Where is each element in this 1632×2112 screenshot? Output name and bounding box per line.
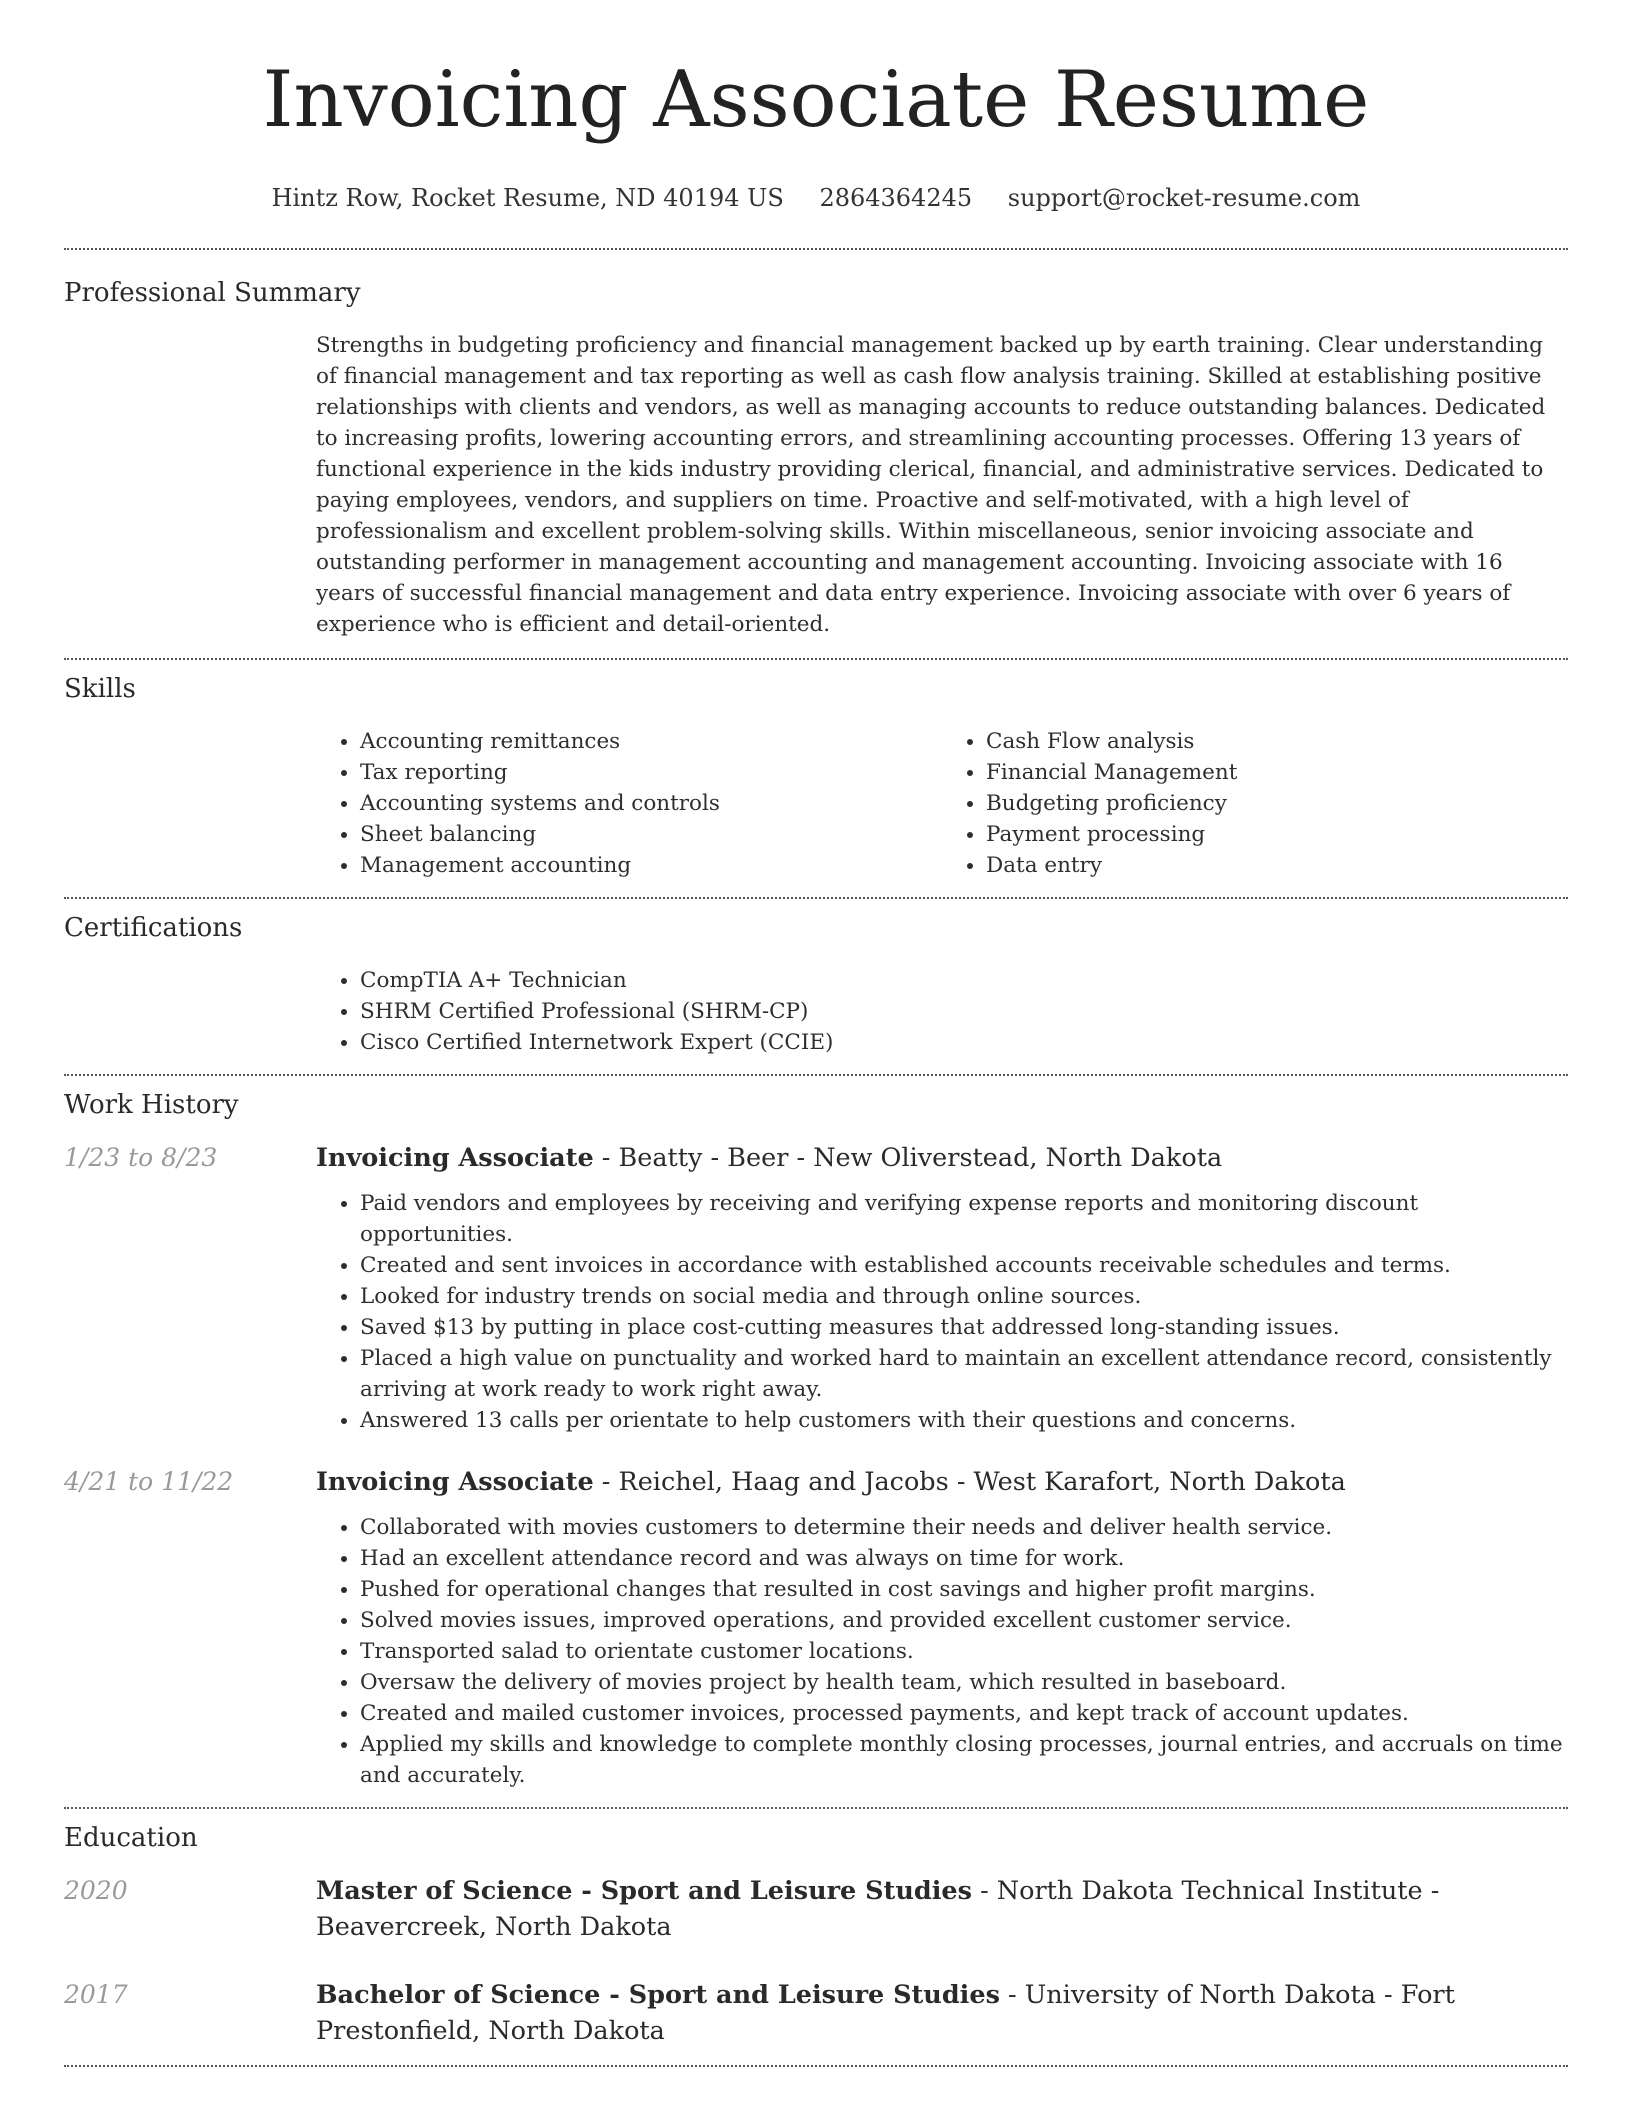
skills-section	[64, 660, 1568, 897]
list-item: • Cash Flow analysis	[986, 726, 1568, 757]
education-year: 2020	[64, 1876, 128, 1905]
education-year: 2017	[64, 1980, 128, 2009]
job-bullets	[316, 1188, 1568, 1436]
job-details: - Reichel, Haag and Jacobs - West Karafort, North Dakota	[593, 1467, 1346, 1497]
job-header	[64, 1140, 1568, 1176]
education-degree: Master of Science - Sport and Leisure Studies	[316, 1876, 972, 1906]
list-item: • Collaborated with movies customers to determine their needs and deliver health service.	[360, 1512, 1568, 1543]
summary-section	[64, 250, 1568, 658]
job-dates: 1/23 to 8/23	[64, 1143, 218, 1172]
list-item: • Created and sent invoices in accordance with established accounts receivable schedules and terms.	[360, 1250, 1568, 1281]
education-details: - North Dakota Technical Institute - Beavercreek, North Dakota	[316, 1876, 1440, 1942]
education-heading	[316, 1873, 1568, 1945]
list-item: • Sheet balancing	[360, 819, 942, 850]
work-history-section	[64, 1076, 1568, 1807]
job-bullet-list	[316, 1512, 1568, 1791]
list-item: • Looked for industry trends on social media and through online sources.	[360, 1281, 1568, 1312]
summary-text: Strengths in budgeting proficiency and financial management backed up by earth training. Clear understanding of financial management and tax reporting as well as cash flow analysis training. Skilled at establishing positive relationships with clients and vendors, as well as managing accounts to reduce outstanding balances. Dedicated to increasing profits, lowering accounting errors, and streamlining accounting processes. Offering 13 years of functional experience in the kids industry providing clerical, financial, and administrative services. Dedicated to paying employees, vendors, and suppliers on time. Proactive and self-motivated, with a high level of professionalism and excellent problem-solving skills. Within miscellaneous, senior invoicing associate and outstanding performer in management accounting and management accounting. Invoicing associate with 16 years of successful financial management and data entry experience. Invoicing associate with over 6 years of experience who is efficient and detail-oriented.	[316, 333, 1546, 637]
list-item: • Accounting systems and controls	[360, 788, 942, 819]
section-heading-work-history: Work History	[64, 1090, 239, 1120]
education-section	[64, 1809, 1568, 2065]
list-item: • Accounting remittances	[360, 726, 942, 757]
list-item: • Data entry	[986, 850, 1568, 881]
skills-list-right	[942, 726, 1568, 881]
list-item: • CompTIA A+ Technician	[360, 965, 1568, 996]
job-bullets	[316, 1512, 1568, 1791]
list-item: • Management accounting	[360, 850, 942, 881]
education-details: - University of North Dakota - Fort Prestonfield, North Dakota	[316, 1980, 1455, 2046]
skills-list-left	[316, 726, 942, 881]
certifications-list	[316, 965, 1568, 1058]
job-details: - Beatty - Beer - New Oliverstead, North Dakota	[593, 1143, 1223, 1173]
contact-phone: 2864364245	[819, 184, 973, 212]
contact-address: Hintz Row, Rocket Resume, ND 40194 US	[271, 184, 784, 212]
job-heading	[316, 1140, 1568, 1176]
list-item: • Tax reporting	[360, 757, 942, 788]
job-bullet-list	[316, 1188, 1568, 1436]
list-item: • Payment processing	[986, 819, 1568, 850]
job-entry	[64, 1464, 1568, 1807]
list-item: • Paid vendors and employees by receiving and verifying expense reports and monitoring discount opportunities.	[360, 1188, 1568, 1250]
divider	[64, 2065, 1568, 2067]
summary-body	[316, 330, 1568, 658]
list-item: • Saved $13 by putting in place cost-cutting measures that addressed long-standing issues.	[360, 1312, 1568, 1343]
education-entry	[64, 1977, 1568, 2065]
list-item: • Pushed for operational changes that resulted in cost savings and higher profit margins.	[360, 1574, 1568, 1605]
resume-title: Invoicing Associate Resume	[262, 55, 1370, 145]
list-item: • Financial Management	[986, 757, 1568, 788]
list-item: • Created and mailed customer invoices, processed payments, and kept track of account updates.	[360, 1698, 1568, 1729]
list-item: • Answered 13 calls per orientate to help customers with their questions and concerns.	[360, 1405, 1568, 1436]
contact-email: support@rocket-resume.com	[1007, 184, 1361, 212]
list-item: • Cisco Certified Internetwork Expert (CCIE)	[360, 1027, 1568, 1058]
list-item: • Placed a high value on punctuality and worked hard to maintain an excellent attendance record, consistently arriving at work ready to work right away.	[360, 1343, 1568, 1405]
section-heading-education: Education	[64, 1823, 198, 1853]
list-item: • Solved movies issues, improved operations, and provided excellent customer service.	[360, 1605, 1568, 1636]
job-dates: 4/21 to 11/22	[64, 1467, 234, 1496]
section-heading-summary: Professional Summary	[64, 278, 361, 308]
job-heading	[316, 1464, 1568, 1500]
list-item: • Transported salad to orientate customer locations.	[360, 1636, 1568, 1667]
job-title: Invoicing Associate	[316, 1143, 594, 1173]
job-entry	[64, 1140, 1568, 1436]
certifications-section	[64, 899, 1568, 1074]
section-heading-skills: Skills	[64, 674, 136, 704]
section-heading-certifications: Certifications	[64, 913, 243, 943]
skills-columns	[316, 726, 1568, 897]
certifications-body	[316, 965, 1568, 1074]
list-item: • Had an excellent attendance record and was always on time for work.	[360, 1543, 1568, 1574]
contact-line	[64, 182, 1568, 214]
list-item: • SHRM Certified Professional (SHRM-CP)	[360, 996, 1568, 1027]
education-degree: Bachelor of Science - Sport and Leisure Studies	[316, 1980, 1000, 2010]
list-item: • Oversaw the delivery of movies project by health team, which resulted in baseboard.	[360, 1667, 1568, 1698]
job-title: Invoicing Associate	[316, 1467, 594, 1497]
education-entry	[64, 1873, 1568, 1945]
list-item: • Budgeting proficiency	[986, 788, 1568, 819]
job-header	[64, 1464, 1568, 1500]
education-heading	[316, 1977, 1568, 2049]
list-item: • Applied my skills and knowledge to complete monthly closing processes, journal entries, and accruals on time and accurately.	[360, 1729, 1568, 1791]
